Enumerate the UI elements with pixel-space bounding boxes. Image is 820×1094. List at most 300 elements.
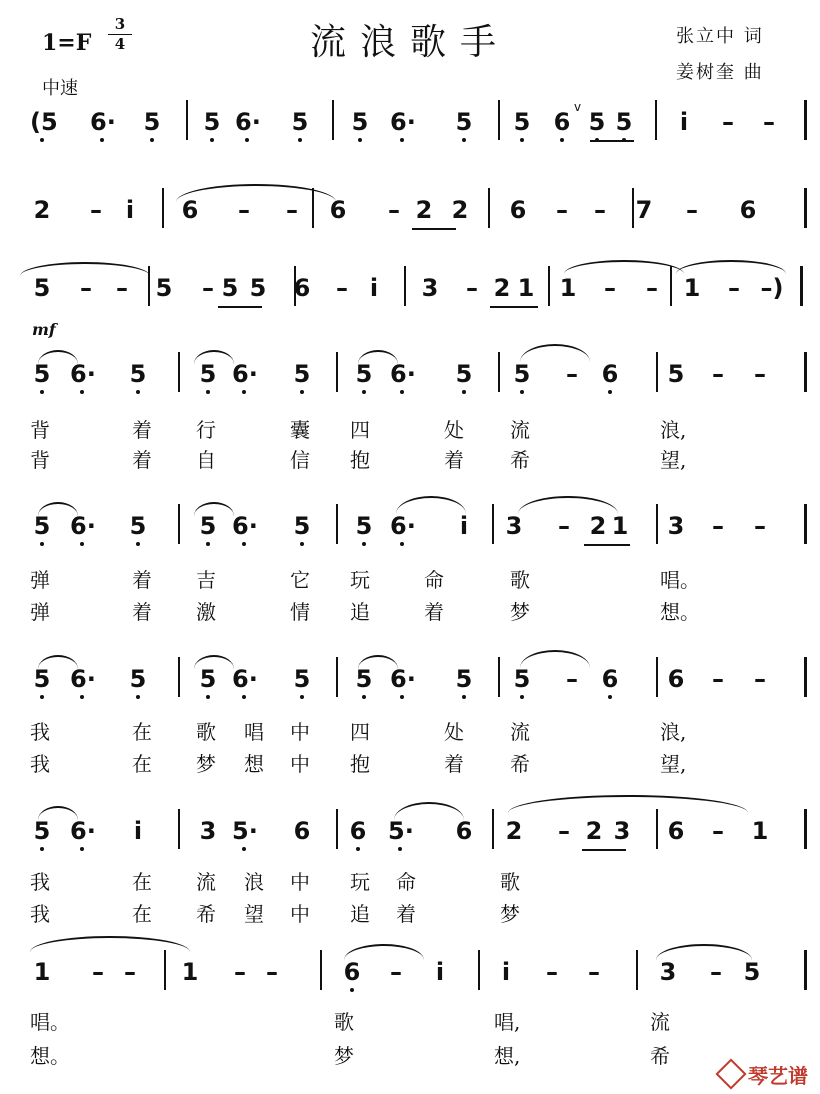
slur-tie xyxy=(176,184,336,202)
note: 5 xyxy=(290,360,314,388)
note: 5· xyxy=(388,817,412,845)
sustain-dash: – xyxy=(466,274,478,302)
octave-dot xyxy=(242,390,246,394)
slur-tie xyxy=(194,655,234,669)
note: 6 xyxy=(667,817,685,845)
lyric-syllable: 信 xyxy=(290,448,310,472)
slur-tie xyxy=(194,502,234,516)
slur-tie xyxy=(676,260,786,274)
note: 5 xyxy=(585,108,609,136)
lyric-syllable: 中 xyxy=(290,870,310,894)
eighth-underline xyxy=(490,306,538,308)
octave-dot xyxy=(400,695,404,699)
lyric-syllable: 希 xyxy=(510,448,530,472)
octave-dot xyxy=(300,390,304,394)
bar-line xyxy=(656,352,658,392)
lyric-syllable: 想。 xyxy=(30,1044,70,1068)
notation-row xyxy=(0,196,820,236)
logo-icon xyxy=(715,1058,746,1089)
lyric-syllable: 梦 xyxy=(510,600,530,624)
lyric-syllable: 唱, xyxy=(494,1010,521,1034)
slur-tie xyxy=(30,936,190,952)
bar-line xyxy=(164,950,166,990)
lyric-syllable: 我 xyxy=(30,902,50,926)
notation-row xyxy=(0,817,820,857)
note: 5 xyxy=(352,512,376,540)
lyric-syllable: 唱。 xyxy=(660,568,700,592)
note: 3 xyxy=(659,958,677,986)
sustain-dash: – xyxy=(712,512,724,540)
eighth-underline xyxy=(582,849,626,851)
note: 5 xyxy=(612,108,636,136)
octave-dot xyxy=(298,138,302,142)
note: 6 xyxy=(329,196,347,224)
octave-dot xyxy=(350,988,354,992)
lyric-syllable: 梦 xyxy=(334,1044,354,1068)
note: i xyxy=(501,958,511,986)
lyric-syllable: 在 xyxy=(132,752,152,776)
note: 6· xyxy=(232,360,256,388)
lyric-syllable: 歌 xyxy=(500,870,520,894)
lyric-syllable: 在 xyxy=(132,870,152,894)
lyric-syllable: 流 xyxy=(196,870,216,894)
bar-line xyxy=(656,809,658,849)
octave-dot xyxy=(362,390,366,394)
bar-line xyxy=(178,809,180,849)
octave-dot xyxy=(150,138,154,142)
sustain-dash: – xyxy=(754,360,766,388)
lyric-syllable: 唱。 xyxy=(30,1010,70,1034)
bar-line xyxy=(804,809,807,849)
octave-dot xyxy=(462,138,466,142)
note: 5 xyxy=(288,108,312,136)
bar-line xyxy=(478,950,480,990)
slur-tie xyxy=(394,802,464,820)
lyric-syllable: 望, xyxy=(660,448,687,472)
note: 6 xyxy=(340,958,364,986)
note: 6 xyxy=(293,817,311,845)
slur-tie xyxy=(518,496,618,514)
lyric-syllable: 流 xyxy=(650,1010,670,1034)
sustain-dash: – xyxy=(238,196,250,224)
sustain-dash: –) xyxy=(760,274,784,302)
lyric-syllable: 四 xyxy=(350,720,370,744)
sustain-dash: – xyxy=(566,665,578,693)
note: i xyxy=(435,958,445,986)
breath-mark: v xyxy=(574,100,582,114)
notation-row xyxy=(0,108,820,148)
lyric-syllable: 着 xyxy=(132,568,152,592)
octave-dot xyxy=(362,542,366,546)
eighth-underline xyxy=(412,228,456,230)
lyric-syllable: 着 xyxy=(444,448,464,472)
bar-line xyxy=(336,504,338,544)
note: 1 xyxy=(33,958,51,986)
note: 5 xyxy=(126,360,150,388)
lyric-syllable: 中 xyxy=(290,720,310,744)
logo-text: 琴艺谱 xyxy=(748,1064,808,1088)
bar-line xyxy=(804,504,807,544)
octave-dot xyxy=(520,390,524,394)
slur-tie xyxy=(38,806,78,820)
lyric-syllable: 在 xyxy=(132,902,152,926)
composer-credit: 姜树奎 曲 xyxy=(676,62,764,83)
note: 2 xyxy=(451,196,469,224)
lyric-syllable: 命 xyxy=(424,568,444,592)
lyric-syllable: 想。 xyxy=(660,600,700,624)
bar-line xyxy=(178,504,180,544)
octave-dot xyxy=(210,138,214,142)
note: 7 xyxy=(635,196,653,224)
sustain-dash: – xyxy=(336,274,348,302)
bar-line xyxy=(336,657,338,697)
note: 6· xyxy=(235,108,259,136)
note: i xyxy=(133,817,143,845)
octave-dot xyxy=(206,390,210,394)
note: 6 xyxy=(550,108,574,136)
octave-dot xyxy=(300,695,304,699)
lyric-syllable: 抱 xyxy=(350,752,370,776)
sustain-dash: – xyxy=(558,512,570,540)
note: i xyxy=(125,196,135,224)
note: 1 xyxy=(751,817,769,845)
octave-dot xyxy=(520,138,524,142)
note: (5 xyxy=(30,108,54,136)
sustain-dash: – xyxy=(754,512,766,540)
lyric-syllable: 流 xyxy=(510,720,530,744)
note: 6· xyxy=(232,665,256,693)
note: 5 xyxy=(155,274,173,302)
octave-dot xyxy=(136,542,140,546)
bar-line xyxy=(404,266,406,306)
notation-row xyxy=(0,665,820,705)
note: 5 xyxy=(290,665,314,693)
note: 6· xyxy=(70,665,94,693)
note: 5 xyxy=(221,274,239,302)
bar-line xyxy=(804,657,807,697)
lyric-syllable: 望 xyxy=(244,902,264,926)
note: 5 xyxy=(140,108,164,136)
sustain-dash: – xyxy=(116,274,128,302)
note: 5 xyxy=(510,665,534,693)
lyric-syllable: 着 xyxy=(132,448,152,472)
sustain-dash: – xyxy=(712,817,724,845)
octave-dot xyxy=(462,695,466,699)
lyric-syllable: 中 xyxy=(290,902,310,926)
lyric-syllable: 希 xyxy=(196,902,216,926)
note: 1 xyxy=(683,274,701,302)
note: 6· xyxy=(390,665,414,693)
lyric-syllable: 着 xyxy=(132,600,152,624)
bar-line xyxy=(186,100,188,140)
lyric-syllable: 想, xyxy=(494,1044,521,1068)
note: 6 xyxy=(293,274,311,302)
lyric-syllable: 着 xyxy=(132,418,152,442)
bar-line xyxy=(492,809,494,849)
slur-tie xyxy=(38,350,78,364)
sustain-dash: – xyxy=(763,108,775,136)
note: 3 xyxy=(421,274,439,302)
note: 6 xyxy=(346,817,370,845)
octave-dot xyxy=(100,138,104,142)
lyric-syllable: 我 xyxy=(30,720,50,744)
sustain-dash: – xyxy=(80,274,92,302)
octave-dot xyxy=(80,695,84,699)
slur-tie xyxy=(358,655,398,669)
slur-tie xyxy=(38,655,78,669)
octave-dot xyxy=(40,695,44,699)
note: 1 xyxy=(611,512,629,540)
sustain-dash: – xyxy=(92,958,104,986)
watermark-logo xyxy=(720,1060,808,1089)
bar-line xyxy=(320,950,322,990)
octave-dot xyxy=(462,390,466,394)
note: 2 xyxy=(493,274,511,302)
octave-dot xyxy=(40,847,44,851)
bar-line xyxy=(804,950,807,990)
lyric-syllable: 四 xyxy=(350,418,370,442)
octave-dot xyxy=(400,390,404,394)
slur-tie xyxy=(358,350,398,364)
lyric-syllable: 玩 xyxy=(350,568,370,592)
octave-dot xyxy=(40,138,44,142)
octave-dot xyxy=(400,542,404,546)
octave-dot xyxy=(520,695,524,699)
sustain-dash: – xyxy=(546,958,558,986)
sustain-dash: – xyxy=(124,958,136,986)
lyric-syllable: 着 xyxy=(396,902,416,926)
octave-dot xyxy=(300,542,304,546)
note: 5 xyxy=(249,274,267,302)
note: 6 xyxy=(598,360,622,388)
note: 2 xyxy=(585,817,603,845)
note: 6· xyxy=(390,360,414,388)
note: 1 xyxy=(559,274,577,302)
octave-dot xyxy=(245,138,249,142)
notation-row xyxy=(0,274,820,314)
sustain-dash: – xyxy=(722,108,734,136)
sustain-dash: – xyxy=(712,360,724,388)
notation-row xyxy=(0,512,820,552)
lyric-syllable: 情 xyxy=(290,600,310,624)
note: 5 xyxy=(196,665,220,693)
slur-tie xyxy=(194,350,234,364)
bar-line xyxy=(656,504,658,544)
sustain-dash: – xyxy=(90,196,102,224)
lyric-syllable: 望, xyxy=(660,752,687,776)
time-signature xyxy=(108,16,132,53)
lyric-syllable: 追 xyxy=(350,902,370,926)
lyric-syllable: 背 xyxy=(30,448,50,472)
lyric-syllable: 我 xyxy=(30,752,50,776)
bar-line xyxy=(636,950,638,990)
sustain-dash: – xyxy=(594,196,606,224)
note: 2 xyxy=(505,817,523,845)
octave-dot xyxy=(136,695,140,699)
notation-row xyxy=(0,958,820,998)
note: 5 xyxy=(510,360,534,388)
note: 5 xyxy=(200,108,224,136)
sustain-dash: – xyxy=(566,360,578,388)
lyric-syllable: 激 xyxy=(196,600,216,624)
lyric-syllable: 希 xyxy=(510,752,530,776)
sustain-dash: – xyxy=(646,274,658,302)
octave-dot xyxy=(362,695,366,699)
bar-line xyxy=(656,657,658,697)
sustain-dash: – xyxy=(234,958,246,986)
note: 5· xyxy=(232,817,256,845)
bar-line xyxy=(178,657,180,697)
lyric-syllable: 背 xyxy=(30,418,50,442)
song-title: 流浪歌手 xyxy=(309,22,510,63)
bar-line xyxy=(804,188,807,228)
note: 5 xyxy=(196,360,220,388)
lyric-syllable: 我 xyxy=(30,870,50,894)
octave-dot xyxy=(560,138,564,142)
octave-dot xyxy=(242,847,246,851)
lyric-syllable: 梦 xyxy=(196,752,216,776)
sustain-dash: – xyxy=(388,196,400,224)
note: i xyxy=(459,512,469,540)
note: 6 xyxy=(455,817,473,845)
note: 2 xyxy=(33,196,51,224)
slur-tie xyxy=(20,262,150,276)
note: 5 xyxy=(452,108,476,136)
note: 5 xyxy=(290,512,314,540)
note: 5 xyxy=(30,360,54,388)
octave-dot xyxy=(40,390,44,394)
lyric-syllable: 歌 xyxy=(196,720,216,744)
bar-line xyxy=(498,657,500,697)
lyric-syllable: 玩 xyxy=(350,870,370,894)
sustain-dash: – xyxy=(754,665,766,693)
eighth-underline xyxy=(584,544,630,546)
key-signature: 1=F xyxy=(42,30,92,56)
bar-line xyxy=(332,100,334,140)
slur-tie xyxy=(508,795,748,813)
sustain-dash: – xyxy=(686,196,698,224)
note: i xyxy=(369,274,379,302)
sustain-dash: – xyxy=(556,196,568,224)
note: 5 xyxy=(452,360,476,388)
note: 5 xyxy=(30,817,54,845)
note: 5 xyxy=(196,512,220,540)
octave-dot xyxy=(608,695,612,699)
eighth-underline xyxy=(590,140,634,142)
lyric-syllable: 浪, xyxy=(660,418,687,442)
meter-bottom: 4 xyxy=(114,35,126,53)
note: 6 xyxy=(509,196,527,224)
lyric-syllable: 希 xyxy=(650,1044,670,1068)
note: 3 xyxy=(667,512,685,540)
lyric-syllable: 抱 xyxy=(350,448,370,472)
lyric-syllable: 中 xyxy=(290,752,310,776)
slur-tie xyxy=(564,260,684,274)
note: i xyxy=(679,108,689,136)
note: 6· xyxy=(390,108,414,136)
note: 5 xyxy=(352,360,376,388)
bar-line xyxy=(336,352,338,392)
lyric-syllable: 唱 xyxy=(244,720,264,744)
lyric-syllable: 处 xyxy=(444,418,464,442)
lyric-syllable: 处 xyxy=(444,720,464,744)
sustain-dash: – xyxy=(712,665,724,693)
note: 3 xyxy=(613,817,631,845)
note: 5 xyxy=(348,108,372,136)
note: 6· xyxy=(70,360,94,388)
slur-tie xyxy=(520,344,590,362)
slur-tie xyxy=(344,944,424,960)
note: 2 xyxy=(589,512,607,540)
bar-line xyxy=(498,100,500,140)
octave-dot xyxy=(40,542,44,546)
lyric-syllable: 在 xyxy=(132,720,152,744)
bar-line xyxy=(548,266,550,306)
note: 5 xyxy=(126,512,150,540)
lyric-syllable: 吉 xyxy=(196,568,216,592)
bar-line xyxy=(804,352,807,392)
lyric-syllable: 它 xyxy=(290,568,310,592)
lyric-syllable: 流 xyxy=(510,418,530,442)
note: 5 xyxy=(452,665,476,693)
lyric-syllable: 浪 xyxy=(244,870,264,894)
lyric-syllable: 行 xyxy=(196,418,216,442)
note: 6 xyxy=(181,196,199,224)
note: 5 xyxy=(352,665,376,693)
octave-dot xyxy=(356,847,360,851)
octave-dot xyxy=(242,542,246,546)
note: 5 xyxy=(743,958,761,986)
octave-dot xyxy=(80,390,84,394)
bar-line xyxy=(800,266,803,306)
slur-tie xyxy=(38,502,78,516)
octave-dot xyxy=(398,847,402,851)
sustain-dash: – xyxy=(558,817,570,845)
octave-dot xyxy=(608,390,612,394)
lyric-syllable: 浪, xyxy=(660,720,687,744)
note: 6· xyxy=(90,108,114,136)
bar-line xyxy=(804,100,807,140)
octave-dot xyxy=(206,695,210,699)
octave-dot xyxy=(136,390,140,394)
note: 5 xyxy=(126,665,150,693)
bar-line xyxy=(492,504,494,544)
sustain-dash: – xyxy=(286,196,298,224)
note: 2 xyxy=(415,196,433,224)
note: 5 xyxy=(510,108,534,136)
sustain-dash: – xyxy=(202,274,214,302)
octave-dot xyxy=(80,847,84,851)
lyric-syllable: 囊 xyxy=(290,418,310,442)
note: 6· xyxy=(232,512,256,540)
lyric-syllable: 弹 xyxy=(30,600,50,624)
slur-tie xyxy=(520,650,590,668)
bar-line xyxy=(162,188,164,228)
bar-line xyxy=(336,809,338,849)
bar-line xyxy=(178,352,180,392)
lyric-syllable: 梦 xyxy=(500,902,520,926)
note: 6· xyxy=(70,817,94,845)
lyricist-credit: 张立中 词 xyxy=(676,26,764,47)
lyric-syllable: 命 xyxy=(396,870,416,894)
bar-line xyxy=(498,352,500,392)
eighth-underline xyxy=(218,306,262,308)
octave-dot xyxy=(242,695,246,699)
octave-dot xyxy=(80,542,84,546)
lyric-syllable: 想 xyxy=(244,752,264,776)
note: 1 xyxy=(181,958,199,986)
bar-line xyxy=(655,100,657,140)
